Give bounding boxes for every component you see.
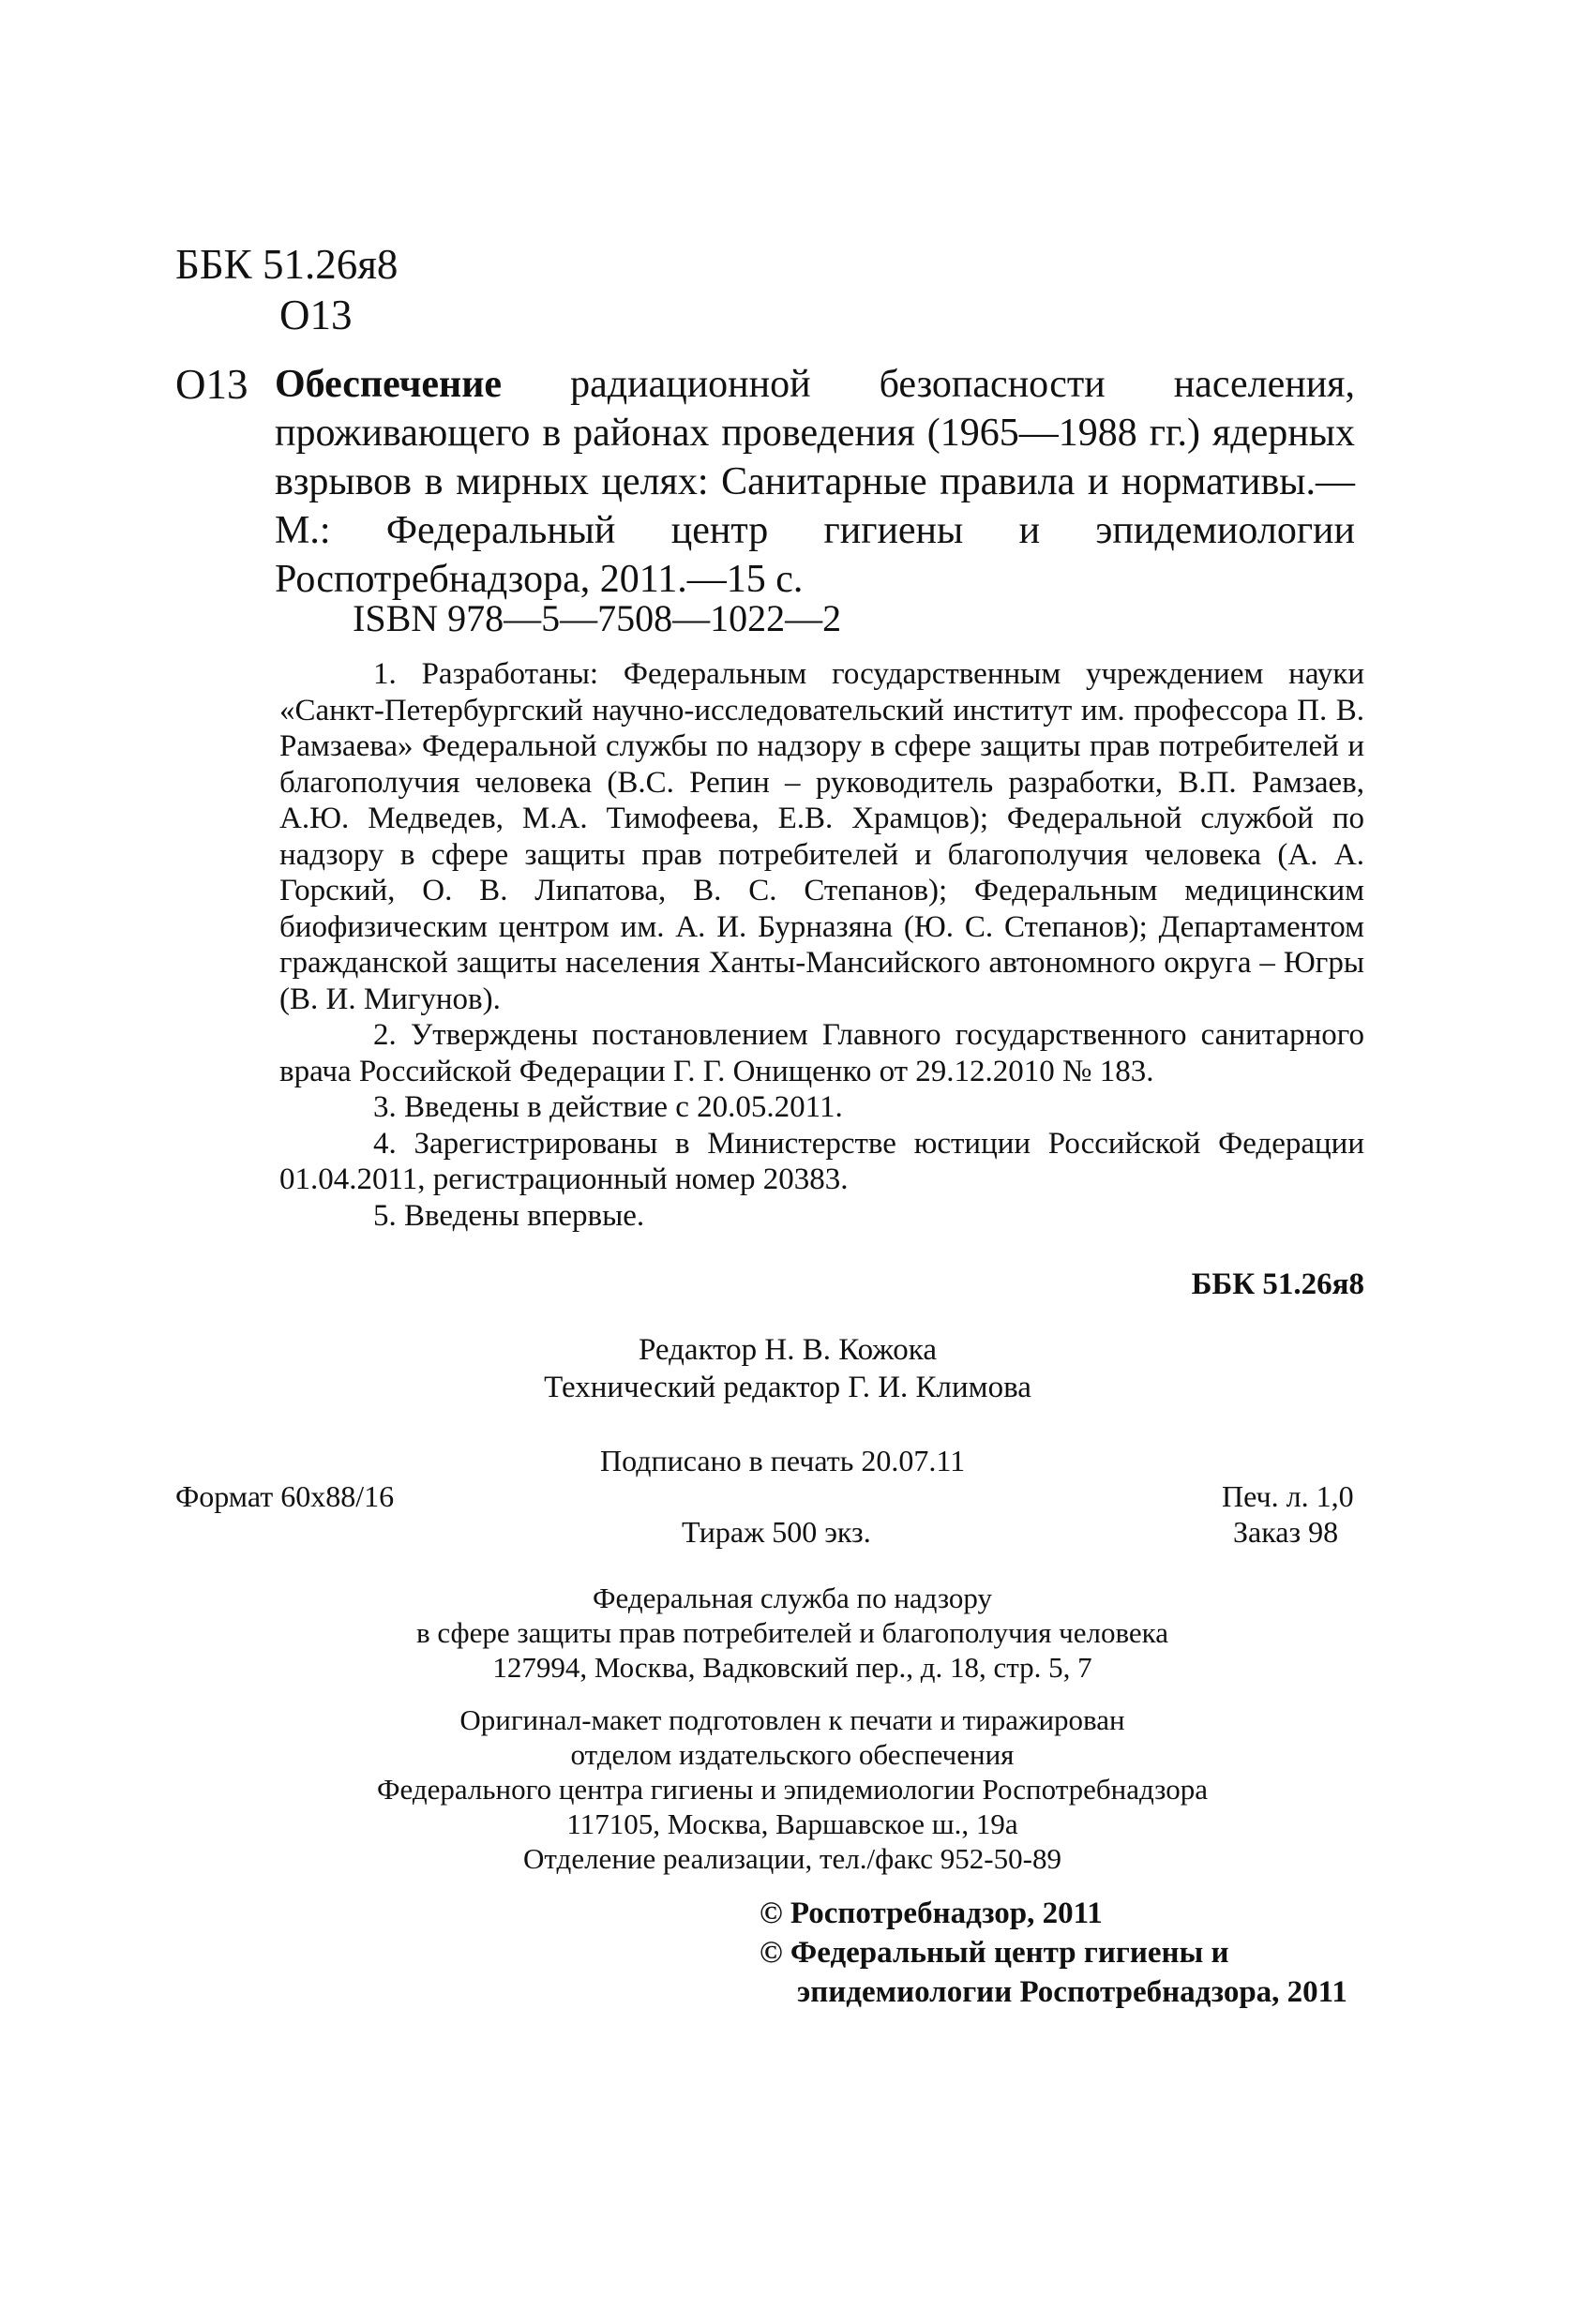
publisher-line: в сфере защиты прав потребителей и благополучия человека bbox=[415, 1616, 1169, 1649]
print-run: Тираж 500 экз. bbox=[682, 1515, 871, 1549]
copyright-line: эпидемиологии Роспотребнадзора, 2011 bbox=[797, 1975, 1347, 2009]
format: Формат 60х88/16 bbox=[175, 1479, 395, 1513]
note-5: 5. Введены впервые. bbox=[373, 1198, 645, 1233]
note-2: 2. Утверждены постановлением Главного государственного санитарного врача Российской Федерации Г. Г. Онищенко от 29.12.2010 № 183. bbox=[279, 1018, 1364, 1088]
copyright-line: © Федеральный центр гигиены и bbox=[760, 1936, 1229, 1970]
author-sign: О13 bbox=[279, 292, 353, 338]
printer-line: Федерального центра гигиены и эпидемиологии Роспотребнадзора bbox=[377, 1773, 1208, 1806]
biblio-title: Обеспечение bbox=[275, 363, 503, 406]
printer-line: Отделение реализации, тел./факс 952-50-89 bbox=[523, 1842, 1061, 1875]
note-1: 1. Разработаны: Федеральным государственным учреждением науки «Санкт-Петербургский научно-исследовательский институт им. профессора П. В. Рамзаева» Федеральной службы по надзору в сфере защиты прав потребителей и благополучия человека (В.С. Репин – руководитель разработки, В.П. Рамзаев, А.Ю. Медведев, М.А. Тимофеева, Е.В. Храмцов); Федеральной службой по надзору в сфере защиты прав потребителей и благополучия человека (А. А. Горский, О. В. Липатова, В. С. Степанов); Федеральным медицинским биофизическим центром им. А. И. Бурназяна (Ю. С. Степанов); Департаментом гражданской защиты населения Ханты-Мансийского автономного округа – Югры (В. И. Мигунов). bbox=[279, 657, 1364, 1016]
note-4: 4. Зарегистрированы в Министерстве юстиции Российской Федерации 01.04.2011, регистрационный номер 20383. bbox=[279, 1126, 1364, 1196]
publisher-block bbox=[89, 1581, 1496, 1685]
printer-line: отделом издательского обеспечения bbox=[570, 1738, 1015, 1771]
printer-block bbox=[89, 1702, 1496, 1876]
bbk-code-bottom: ББК 51.26я8 bbox=[1191, 1267, 1364, 1301]
bibliographic-description bbox=[275, 360, 1355, 604]
printed-sheets: Печ. л. 1,0 bbox=[1222, 1479, 1354, 1513]
printer-line: 117105, Москва, Варшавское ш., 19а bbox=[566, 1807, 1018, 1840]
publisher-line: Федеральная служба по надзору bbox=[593, 1582, 992, 1614]
bbk-code: ББК 51.26я8 bbox=[175, 241, 399, 288]
signed-to-print: Подписано в печать 20.07.11 bbox=[600, 1444, 966, 1477]
note-3: 3. Введены в действие с 20.05.2011. bbox=[373, 1090, 843, 1124]
copyright-line: © Роспотребнадзор, 2011 bbox=[760, 1897, 1103, 1930]
printer-line: Оригинал-макет подготовлен к печати и тиражирован bbox=[459, 1703, 1125, 1736]
editor: Редактор Н. В. Кожока bbox=[639, 1333, 937, 1367]
tech-editor: Технический редактор Г. И. Климова bbox=[544, 1371, 1031, 1404]
order-number: Заказ 98 bbox=[1233, 1515, 1339, 1549]
index-left: О13 bbox=[175, 361, 248, 408]
isbn: ISBN 978—5—7508—1022—2 bbox=[353, 597, 842, 639]
publisher-line: 127994, Москва, Вадковский пер., д. 18, стр. 5, 7 bbox=[492, 1651, 1092, 1684]
notes-block bbox=[279, 656, 1364, 1234]
copyright-block bbox=[760, 1894, 1347, 2012]
biblio-text: радиационной безопасности населения, проживающего в районах проведения (1965—1988 гг.) ядерных взрывов в мирных целях: Санитарные правила и нормативы.—М.: Федеральный центр гигиены и эпидемиологии Роспотребнадзора, 2011.—15 с. bbox=[275, 363, 1355, 601]
